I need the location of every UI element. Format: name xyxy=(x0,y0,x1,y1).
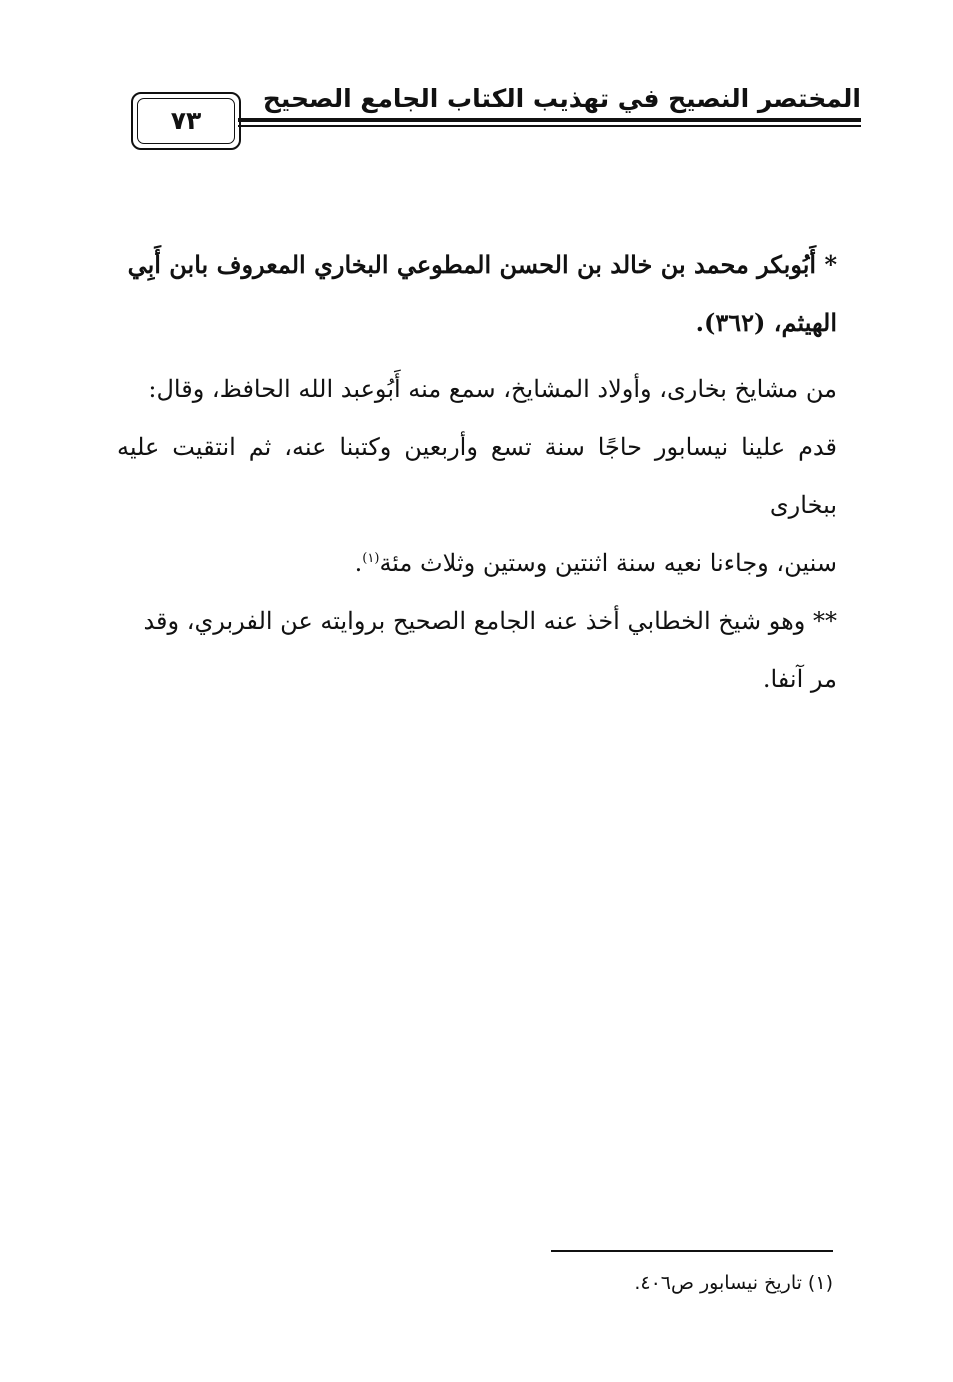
paragraph-1-line-3-end: . xyxy=(354,549,363,577)
footnote-reference[interactable]: (١) xyxy=(362,551,380,566)
paragraph-2-line-2: مر آنفا. xyxy=(762,665,837,693)
entry-heading-line-1: * أَبُوبكر محمد بن خالد بن الحسن المطوعي البخاري المعروف بابن أَبِي xyxy=(127,250,837,279)
main-text xyxy=(117,236,837,708)
paragraph-2-line-1: ** وهو شيخ الخطابي أخذ عنه الجامع الصحيح بروايته عن الفربري، وقد xyxy=(143,607,837,635)
footnote-separator xyxy=(551,1250,833,1252)
running-header-title: المختصر النصيح في تهذيب الكتاب الجامع الصحيح xyxy=(262,84,861,113)
page-number: ٧٣ xyxy=(170,106,202,135)
header-double-rule xyxy=(238,118,861,129)
entry-heading-line-2: الهيثم، (٣٦٢). xyxy=(695,308,837,337)
paragraph-1-line-1: من مشايخ بخارى، وأولاد المشايخ، سمع منه أَبُوعبد الله الحافظ، وقال: xyxy=(148,375,837,403)
page-number-box xyxy=(131,92,241,150)
paragraph-1-line-2: قدم علينا نيسابور حاجًا سنة تسع وأربعين وكتبنا عنه، ثم انتقيت عليه ببخارى xyxy=(117,433,837,519)
paragraph-1-line-3-text: سنين، وجاءنا نعيه سنة اثنتين وستين وثلاث مئة xyxy=(379,549,837,577)
paragraph-1-line-3 xyxy=(117,534,837,592)
header-rule-thin xyxy=(238,125,861,127)
footnote: (١) تاريخ نيسابور ص٤٠٦. xyxy=(634,1272,833,1294)
header-rule-thick xyxy=(238,118,861,122)
